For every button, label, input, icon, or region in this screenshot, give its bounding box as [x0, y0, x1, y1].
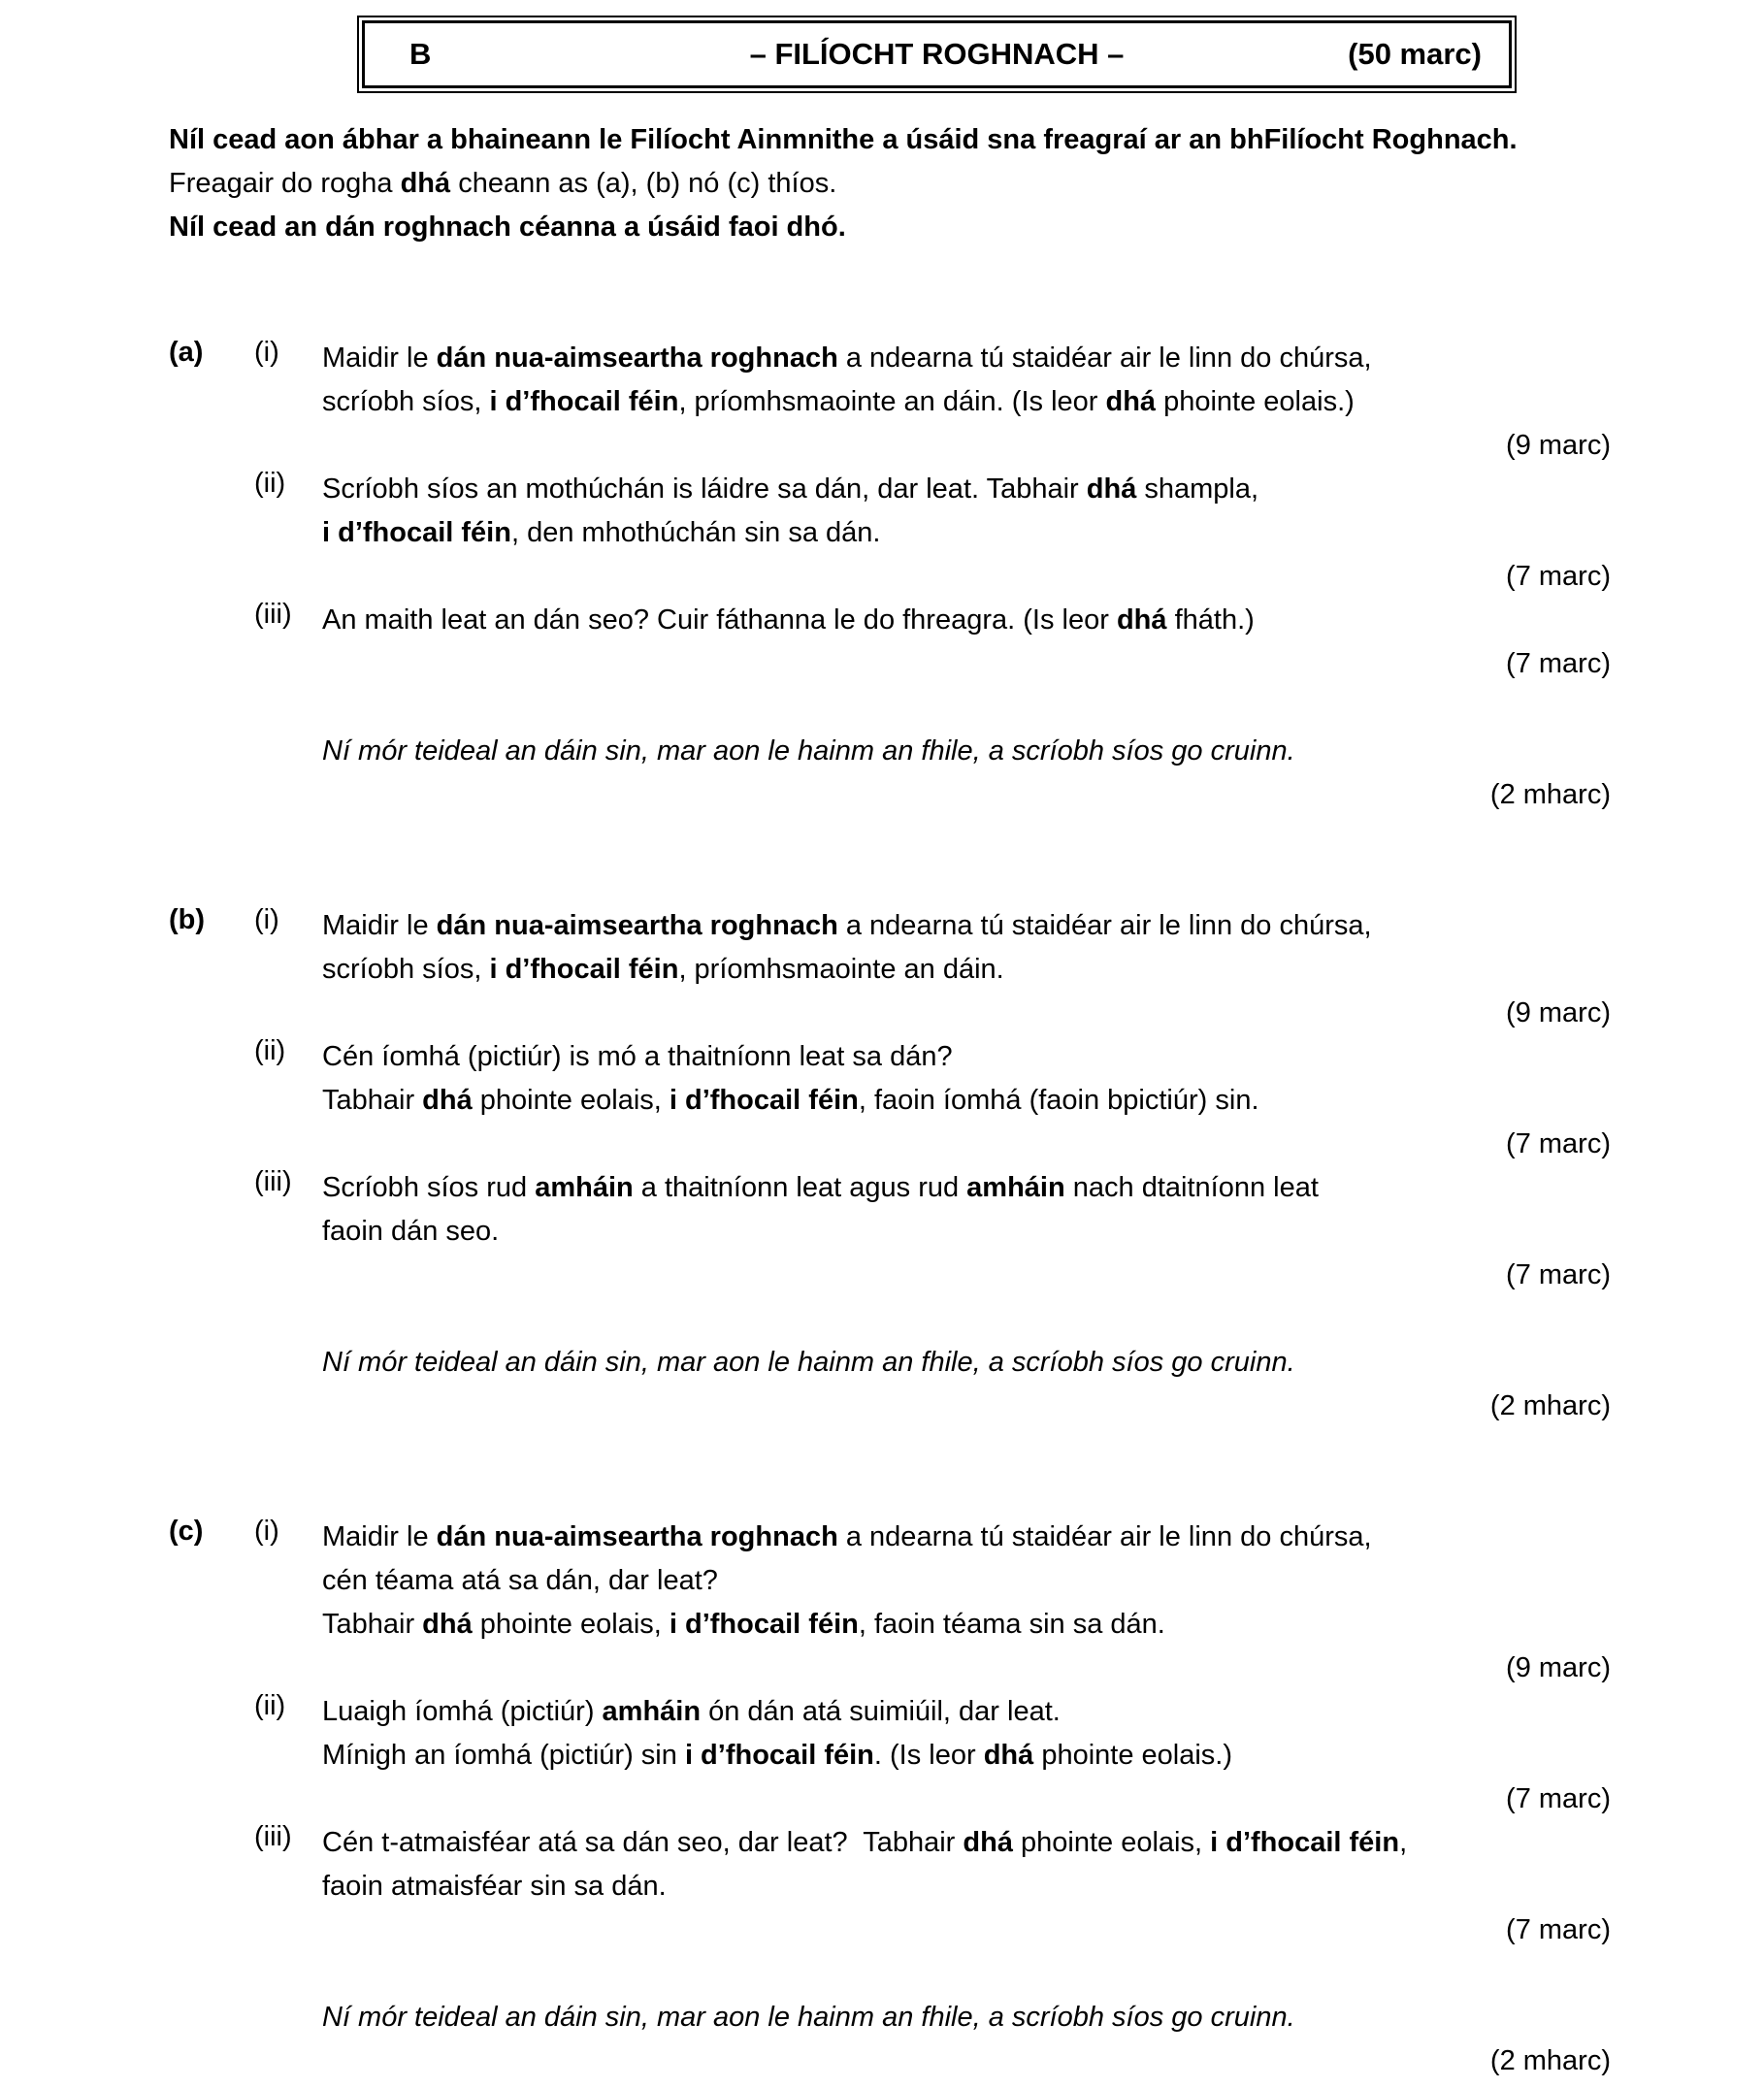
question-line: scríobh síos, i d’fhocail féin, príomhsmaointe an dáin. (Is leor dhá phointe eolais.)	[322, 386, 1355, 417]
section-label-spacer	[169, 1166, 254, 1297]
question-line: Scríobh síos rud amháin a thaitníonn leat agus rud amháin nach dtaitníonn leat	[322, 1172, 1319, 1203]
instruction-line: Níl cead aon ábhar a bhaineann le Filíocht Ainmnithe a úsáid sna freagraí ar an bhFilíocht Roghnach.	[169, 124, 1518, 155]
note-block	[169, 730, 1611, 817]
question-item	[169, 468, 1611, 599]
question-line: Maidir le dán nua-aimseartha roghnach a ndearna tú staidéar air le linn do chúrsa,	[322, 1521, 1372, 1552]
question-numeral: (i)	[254, 904, 279, 935]
question-text	[322, 1516, 1611, 1690]
instruction-line: Níl cead an dán roghnach céanna a úsáid faoi dhó.	[169, 212, 846, 243]
section-label: (a)	[169, 337, 204, 368]
question-text	[322, 1690, 1611, 1821]
question-numeral: (ii)	[254, 1035, 286, 1066]
marks-label: (9 marc)	[1506, 997, 1611, 1028]
marks-label: (2 mharc)	[1489, 1390, 1611, 1421]
section-label-spacer	[169, 599, 254, 686]
marks-label: (7 marc)	[1506, 561, 1611, 592]
section-label: (c)	[169, 1516, 204, 1547]
question-line: Cén íomhá (pictiúr) is mó a thaitníonn leat sa dán?	[322, 1041, 953, 1072]
question-line: Scríobh síos an mothúchán is láidre sa dán, dar leat. Tabhair dhá shampla,	[322, 473, 1259, 505]
marks-label: (7 marc)	[1506, 1783, 1611, 1814]
note-block	[169, 1341, 1611, 1428]
exam-content	[169, 118, 1611, 2083]
question-line: Tabhair dhá phointe eolais, i d’fhocail féin, faoin íomhá (faoin bpictiúr) sin.	[322, 1085, 1259, 1116]
question-numeral: (ii)	[254, 1690, 286, 1721]
question-text	[322, 904, 1611, 1035]
section-label-spacer	[169, 1690, 254, 1821]
marks-label: (7 marc)	[1506, 1914, 1611, 1945]
question-item	[169, 1690, 1611, 1821]
question-text	[322, 468, 1611, 599]
question-line: Tabhair dhá phointe eolais, i d’fhocail féin, faoin téama sin sa dán.	[322, 1609, 1165, 1640]
question-text	[322, 599, 1611, 686]
question-line: Cén t-atmaisféar atá sa dán seo, dar leat? Tabhair dhá phointe eolais, i d’fhocail féin,	[322, 1827, 1408, 1858]
section-letter: B	[409, 37, 432, 71]
question-item	[169, 1035, 1611, 1166]
question-item	[169, 337, 1611, 468]
question-numeral: (iii)	[254, 1166, 292, 1197]
question-line: Mínigh an íomhá (pictiúr) sin i d’fhocail féin. (Is leor dhá phointe eolais.)	[322, 1740, 1233, 1771]
question-numeral: (ii)	[254, 468, 286, 499]
question-line: Maidir le dán nua-aimseartha roghnach a ndearna tú staidéar air le linn do chúrsa,	[322, 910, 1372, 941]
question-item	[169, 1166, 1611, 1297]
note-text: Ní mór teideal an dáin sin, mar aon le hainm an fhile, a scríobh síos go cruinn.	[322, 1347, 1295, 1378]
question-text	[322, 1035, 1611, 1166]
section-title: – FILÍOCHT ROGHNACH –	[749, 37, 1125, 71]
marks-label: (9 marc)	[1506, 1652, 1611, 1683]
question-line: Maidir le dán nua-aimseartha roghnach a ndearna tú staidéar air le linn do chúrsa,	[322, 343, 1372, 374]
marks-label: (9 marc)	[1506, 430, 1611, 461]
question-text	[322, 337, 1611, 468]
section-label-spacer	[169, 1821, 254, 1952]
question-line: faoin atmaisféar sin sa dán.	[322, 1871, 667, 1902]
question-line: i d’fhocail féin, den mhothúchán sin sa dán.	[322, 517, 881, 548]
question-line: faoin dán seo.	[322, 1216, 500, 1247]
question-numeral: (iii)	[254, 1821, 292, 1852]
note-block	[169, 1996, 1611, 2083]
question-item	[169, 599, 1611, 686]
marks-label: (2 mharc)	[1489, 2045, 1611, 2076]
question-numeral: (i)	[254, 337, 279, 368]
section-b	[169, 904, 1611, 1428]
question-line: An maith leat an dán seo? Cuir fáthanna le do fhreagra. (Is leor dhá fháth.)	[322, 604, 1255, 636]
instruction-line: Freagair do rogha dhá cheann as (a), (b) nó (c) thíos.	[169, 168, 837, 199]
marks-label: (7 marc)	[1506, 1259, 1611, 1290]
question-numeral: (iii)	[254, 599, 292, 630]
section-header-inner	[362, 20, 1512, 88]
note-text: Ní mór teideal an dáin sin, mar aon le hainm an fhile, a scríobh síos go cruinn.	[322, 2002, 1295, 2033]
section-label: (b)	[169, 904, 206, 935]
question-item	[169, 1516, 1611, 1690]
question-line: scríobh síos, i d’fhocail féin, príomhsmaointe an dáin.	[322, 954, 1004, 985]
question-line: cén téama atá sa dán, dar leat?	[322, 1565, 718, 1596]
section-header-box	[357, 16, 1517, 93]
question-numeral: (i)	[254, 1516, 279, 1547]
marks-label: (7 marc)	[1506, 648, 1611, 679]
question-item	[169, 904, 1611, 1035]
question-line: Luaigh íomhá (pictiúr) amháin ón dán atá suimiúil, dar leat.	[322, 1696, 1061, 1727]
question-text	[322, 1821, 1611, 1952]
question-item	[169, 1821, 1611, 1952]
marks-label: (2 mharc)	[1489, 779, 1611, 810]
section-c	[169, 1516, 1611, 2083]
marks-label: (7 marc)	[1506, 1128, 1611, 1159]
section-total-marks: (50 marc)	[1348, 37, 1482, 71]
section-label-spacer	[169, 1035, 254, 1166]
question-text	[322, 1166, 1611, 1297]
section-label-spacer	[169, 468, 254, 599]
note-text: Ní mór teideal an dáin sin, mar aon le hainm an fhile, a scríobh síos go cruinn.	[322, 735, 1295, 767]
instructions	[169, 118, 1611, 249]
section-a	[169, 337, 1611, 817]
